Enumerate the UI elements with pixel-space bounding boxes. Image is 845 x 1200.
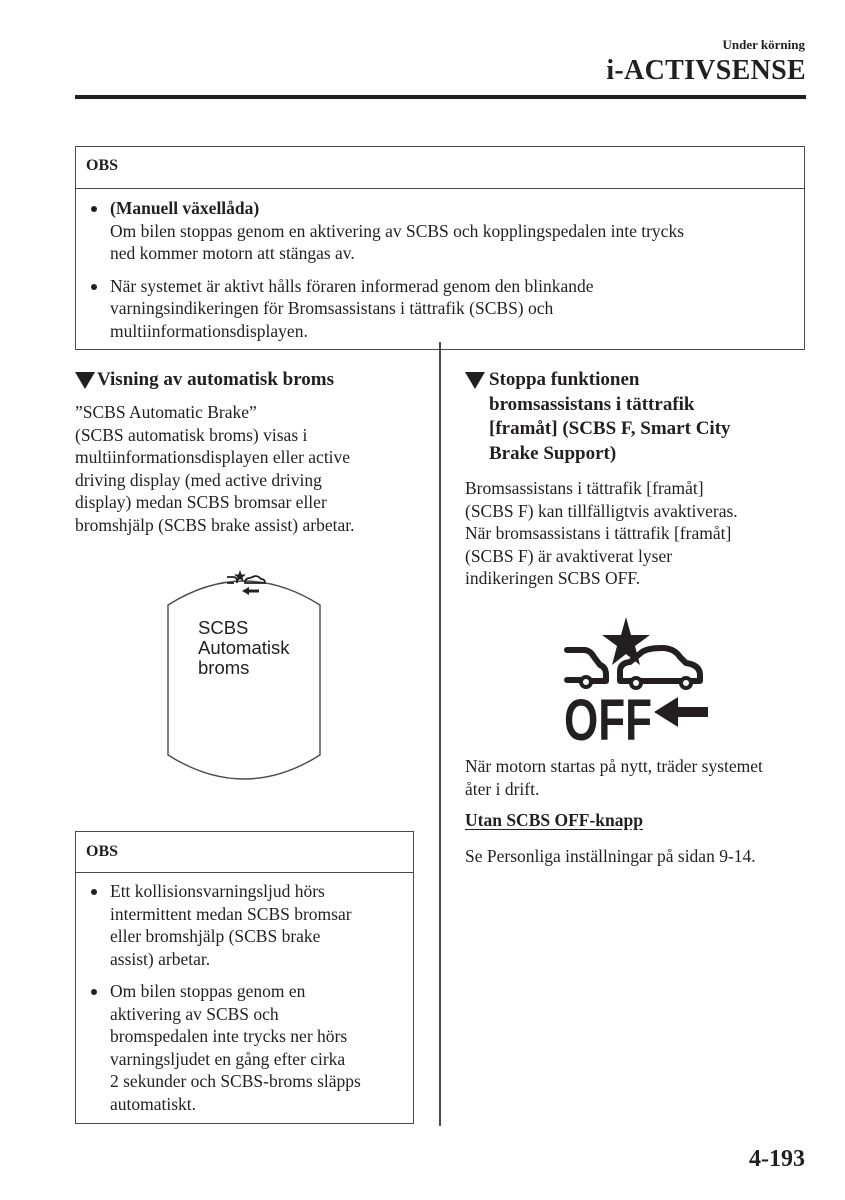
text-line: Ett kollisionsvarningsljud hörs <box>110 881 325 901</box>
header-divider <box>75 95 806 99</box>
bullet-icon <box>91 989 97 995</box>
display-message <box>198 618 290 678</box>
text-line: display) medan SCBS bromsar eller <box>75 492 327 512</box>
right-paragraph <box>465 477 738 590</box>
text-line: indikeringen SCBS OFF. <box>465 568 641 588</box>
triangle-down-icon <box>465 372 485 389</box>
section-label: Under körning <box>722 37 805 52</box>
text-line: driving display (med active driving <box>75 469 322 490</box>
text-line: ned kommer motorn att stängas av. <box>110 243 355 263</box>
reference-text: Se Personliga inställningar på sidan 9-14. <box>465 846 756 866</box>
text-line: (SCBS F) är avaktiverat lyser <box>465 545 673 566</box>
text-line: eller bromshjälp (SCBS brake <box>110 926 321 946</box>
obs-body <box>76 189 804 342</box>
right-paragraph-2 <box>465 755 763 800</box>
obs-list-item <box>86 197 794 265</box>
text-line: ”SCBS Automatic Brake” <box>75 402 257 422</box>
scbs-warning-icon <box>225 568 267 598</box>
text-line: Om bilen stoppas genom en aktivering av SCBS och kopplingspedalen inte trycks <box>110 220 685 241</box>
page-number: 4-193 <box>749 1146 805 1172</box>
display-line: broms <box>198 657 250 678</box>
text-line: assist) arbetar. <box>110 948 211 969</box>
left-paragraph <box>75 401 354 536</box>
obs-item-title: (Manuell växellåda) <box>110 198 260 218</box>
text-line: 2 sekunder och SCBS-broms släpps <box>110 1071 361 1091</box>
page-title: i-ACTIVSENSE <box>606 55 806 86</box>
subheading-without-off-button: Utan SCBS OFF-knapp <box>465 810 643 830</box>
column-divider <box>439 342 441 1126</box>
svg-text:OFF: OFF <box>564 688 652 742</box>
display-line: Automatisk <box>198 637 290 658</box>
obs-body <box>76 873 413 1115</box>
bullet-icon <box>91 889 97 895</box>
text-line: (SCBS automatisk broms) visas i <box>75 424 308 445</box>
heading-text: Visning av automatisk broms <box>97 369 335 390</box>
obs-heading: OBS <box>76 832 413 873</box>
heading-line: [framåt] (SCBS F, Smart City <box>489 418 731 439</box>
display-line: SCBS <box>198 617 249 638</box>
scbs-off-indicator-icon <box>562 617 712 742</box>
triangle-down-icon <box>75 372 95 389</box>
multi-info-display-illustration <box>165 567 323 792</box>
text-line: När bromsassistans i tättrafik [framåt] <box>465 523 732 543</box>
text-line: varningsljudet en gång efter cirka <box>110 1048 346 1069</box>
text-line: När motorn startas på nytt, träder systemet <box>465 756 763 776</box>
text-line: När systemet är aktivt hålls föraren informerad genom den blinkande <box>110 275 594 296</box>
section-heading-right <box>465 368 731 466</box>
text-line: Bromsassistans i tättrafik [framåt] <box>465 478 704 498</box>
text-line: multiinformationsdisplayen. <box>110 320 308 341</box>
obs-list-item <box>86 275 794 343</box>
heading-line: Brake Support) <box>489 442 617 464</box>
heading-line: Stoppa funktionen <box>489 369 640 390</box>
obs-list-item <box>86 880 403 970</box>
text-line: varningsindikeringen för Bromsassistans i tättrafik (SCBS) och <box>110 298 554 318</box>
bullet-icon <box>91 206 97 212</box>
bullet-icon <box>91 284 97 290</box>
obs-note-left <box>75 831 414 1124</box>
text-line: automatiskt. <box>110 1093 197 1114</box>
text-line: (SCBS F) kan tillfälligtvis avaktiveras. <box>465 500 738 521</box>
obs-note-top <box>75 146 805 350</box>
obs-heading: OBS <box>76 147 804 189</box>
text-line: multiinformationsdisplayen eller active <box>75 447 351 467</box>
obs-list-item <box>86 980 403 1115</box>
section-heading-left <box>75 368 334 393</box>
text-line: bromspedalen inte trycks ner hörs <box>110 1026 348 1046</box>
text-line: åter i drift. <box>465 778 540 799</box>
text-line: intermittent medan SCBS bromsar <box>110 903 352 924</box>
text-line: Om bilen stoppas genom en <box>110 981 306 1001</box>
text-line: bromshjälp (SCBS brake assist) arbetar. <box>75 514 355 535</box>
text-line: aktivering av SCBS och <box>110 1003 279 1024</box>
heading-line: bromsassistans i tättrafik <box>489 393 695 415</box>
